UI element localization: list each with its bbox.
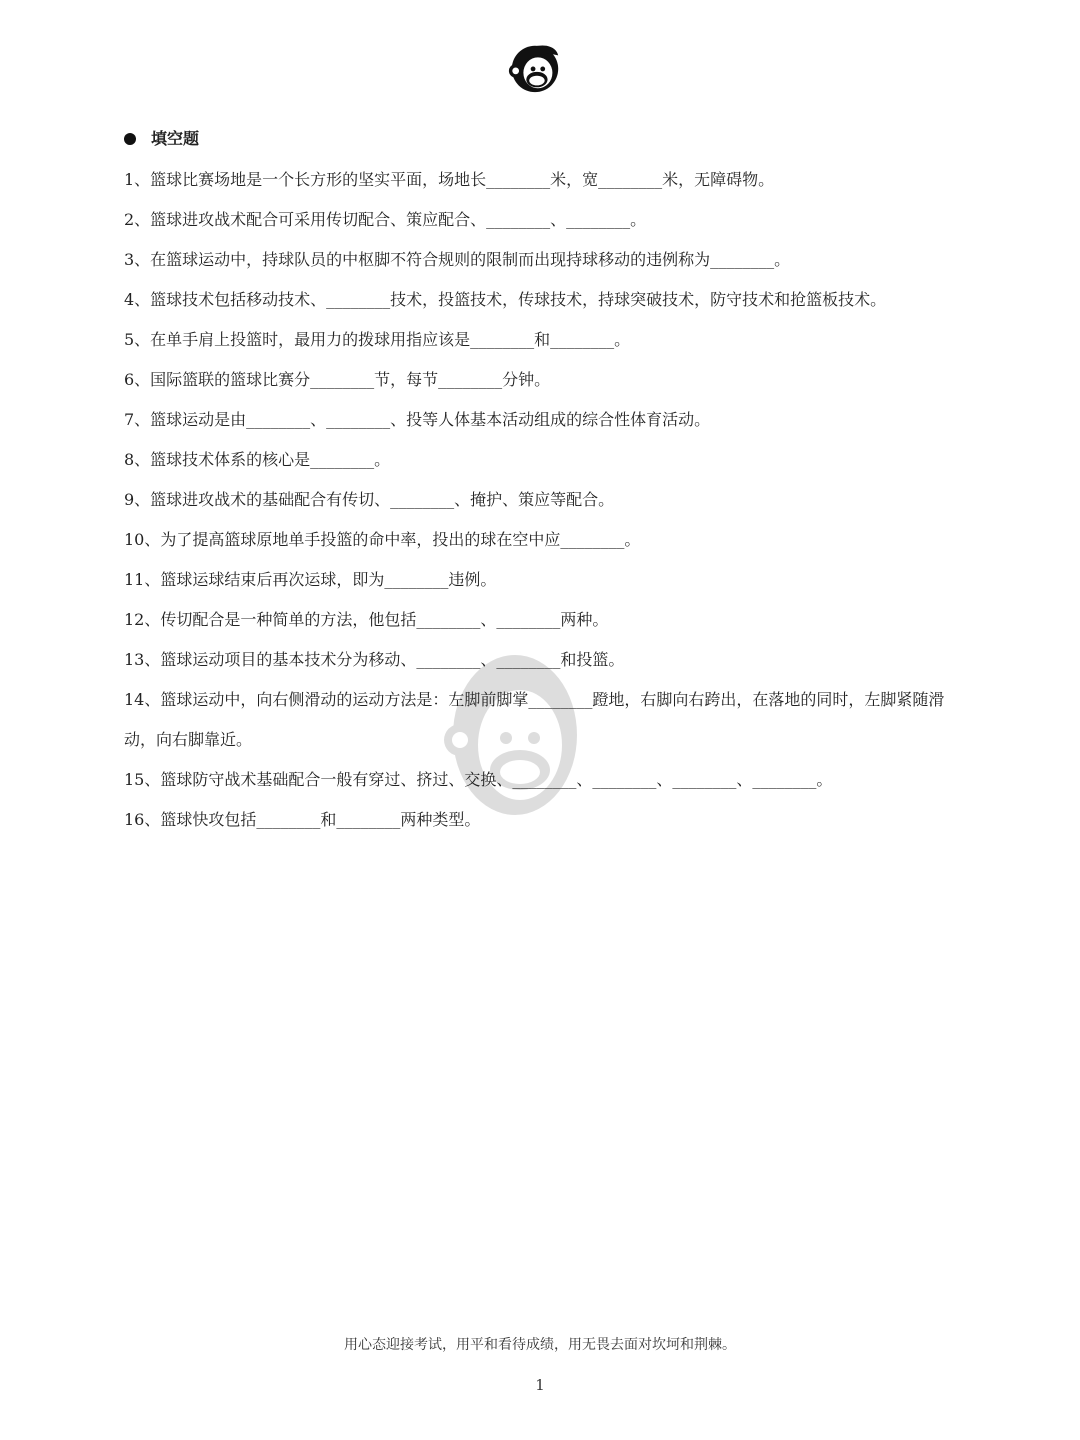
question-item: 10、为了提高篮球原地单手投篮的命中率，投出的球在空中应________。	[124, 530, 641, 549]
section-title: 填空题	[151, 129, 200, 148]
question-item: 9、篮球进攻战术的基础配合有传切、________、掩护、策应等配合。	[124, 490, 615, 509]
question-item: 1、篮球比赛场地是一个长方形的坚实平面，场地长________米，宽________米，无障碍物。	[124, 170, 775, 189]
question-item: 8、篮球技术体系的核心是________。	[124, 450, 391, 469]
section-heading	[124, 126, 199, 152]
bullet-icon	[124, 133, 136, 145]
monkey-logo-icon	[506, 38, 564, 96]
question-item: 12、传切配合是一种简单的方法，他包括________、________两种。	[124, 610, 609, 629]
question-item: 6、国际篮联的篮球比赛分________节，每节________分钟。	[124, 370, 551, 389]
question-item: 14、篮球运动中，向右侧滑动的运动方法是：左脚前脚掌________蹬地，右脚向右跨出，在落地的同时，左脚紧随滑动，向右脚靠近。	[124, 690, 945, 749]
question-item: 3、在篮球运动中，持球队员的中枢脚不符合规则的限制而出现持球移动的违例称为________。	[124, 250, 791, 269]
question-item: 4、篮球技术包括移动技术、________技术，投篮技术，传球技术，持球突破技术，防守技术和抢篮板技术。	[124, 290, 887, 309]
question-item: 5、在单手肩上投篮时，最用力的拨球用指应该是________和________。	[124, 330, 631, 349]
footer-quote: 用心态迎接考试，用平和看待成绩，用无畏去面对坎坷和荆棘。	[344, 1337, 736, 1353]
question-list	[124, 160, 969, 840]
question-item: 2、篮球进攻战术配合可采用传切配合、策应配合、________、________。	[124, 210, 647, 229]
question-item: 16、篮球快攻包括________和________两种类型。	[124, 810, 481, 829]
question-item: 15、篮球防守战术基础配合一般有穿过、挤过、交换、________、________、________、________。	[124, 770, 833, 789]
question-item: 7、篮球运动是由________、________、投等人体基本活动组成的综合性体育活动。	[124, 410, 711, 429]
page-number: 1	[535, 1376, 545, 1394]
question-item: 11、篮球运球结束后再次运球，即为________违例。	[124, 570, 497, 589]
question-item: 13、篮球运动项目的基本技术分为移动、________、________和投篮。	[124, 650, 625, 669]
